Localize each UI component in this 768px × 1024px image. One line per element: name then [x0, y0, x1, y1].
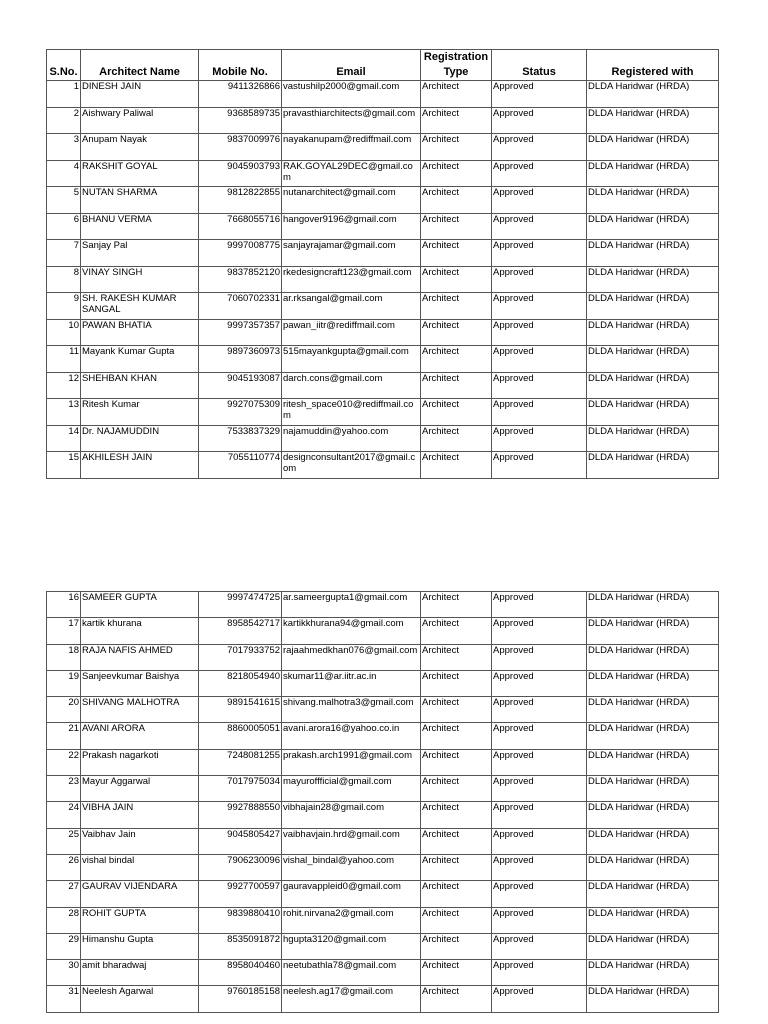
- cell-sno: 28: [47, 907, 81, 933]
- cell-mobile: 8958542717: [199, 618, 282, 644]
- cell-registered-with: DLDA Haridwar (HRDA): [587, 213, 719, 240]
- cell-email: vibhajain28@gmail.com: [282, 802, 421, 828]
- cell-sno: 14: [47, 425, 81, 452]
- header-architect-name: Architect Name: [81, 50, 199, 81]
- cell-registered-with: DLDA Haridwar (HRDA): [587, 749, 719, 775]
- cell-sno: 12: [47, 372, 81, 399]
- cell-registration-type: Architect: [421, 723, 492, 749]
- cell-email: prakash.arch1991@gmail.com: [282, 749, 421, 775]
- cell-registration-type: Architect: [421, 346, 492, 373]
- table-row: [47, 749, 719, 775]
- cell-architect-name: Vaibhav Jain: [81, 828, 199, 854]
- cell-registration-type: Architect: [421, 670, 492, 696]
- cell-email: pravasthiarchitects@gmail.com: [282, 107, 421, 134]
- cell-architect-name: Aishwary Paliwal: [81, 107, 199, 134]
- cell-registered-with: DLDA Haridwar (HRDA): [587, 697, 719, 723]
- cell-registered-with: DLDA Haridwar (HRDA): [587, 452, 719, 479]
- cell-status: Approved: [492, 107, 587, 134]
- cell-status: Approved: [492, 372, 587, 399]
- cell-status: Approved: [492, 933, 587, 959]
- cell-email: kartikkhurana94@gmail.com: [282, 618, 421, 644]
- cell-status: Approved: [492, 960, 587, 986]
- cell-architect-name: Anupam Nayak: [81, 134, 199, 161]
- cell-status: Approved: [492, 618, 587, 644]
- cell-mobile: 8535091872: [199, 933, 282, 959]
- cell-architect-name: AVANI ARORA: [81, 723, 199, 749]
- cell-registered-with: DLDA Haridwar (HRDA): [587, 266, 719, 293]
- cell-registered-with: DLDA Haridwar (HRDA): [587, 187, 719, 214]
- header-registration-type-line1: Registration: [423, 51, 489, 63]
- cell-sno: 6: [47, 213, 81, 240]
- cell-status: Approved: [492, 293, 587, 320]
- cell-status: Approved: [492, 776, 587, 802]
- table-row: [47, 187, 719, 214]
- table-row: [47, 670, 719, 696]
- table-row: [47, 134, 719, 161]
- cell-mobile: 9997357357: [199, 319, 282, 346]
- cell-architect-name: Mayank Kumar Gupta: [81, 346, 199, 373]
- cell-registered-with: DLDA Haridwar (HRDA): [587, 854, 719, 880]
- cell-sno: 15: [47, 452, 81, 479]
- cell-mobile: 9760185158: [199, 986, 282, 1012]
- table-row: [47, 107, 719, 134]
- table-row: [47, 399, 719, 426]
- table-row: [47, 346, 719, 373]
- cell-email: neetubathla78@gmail.com: [282, 960, 421, 986]
- cell-email: darch.cons@gmail.com: [282, 372, 421, 399]
- cell-registered-with: DLDA Haridwar (HRDA): [587, 425, 719, 452]
- table-row: [47, 425, 719, 452]
- cell-mobile: 9927075309: [199, 399, 282, 426]
- cell-email: vastushilp2000@gmail.com: [282, 81, 421, 108]
- table-row: [47, 723, 719, 749]
- cell-sno: 18: [47, 644, 81, 670]
- cell-status: Approved: [492, 592, 587, 618]
- cell-sno: 5: [47, 187, 81, 214]
- cell-registration-type: Architect: [421, 213, 492, 240]
- cell-sno: 22: [47, 749, 81, 775]
- table-row: [47, 452, 719, 479]
- cell-email: rajaahmedkhan076@gmail.com: [282, 644, 421, 670]
- cell-status: Approved: [492, 213, 587, 240]
- cell-registered-with: DLDA Haridwar (HRDA): [587, 346, 719, 373]
- cell-email: ar.rksangal@gmail.com: [282, 293, 421, 320]
- cell-status: Approved: [492, 828, 587, 854]
- cell-registered-with: DLDA Haridwar (HRDA): [587, 802, 719, 828]
- table-row: [47, 933, 719, 959]
- cell-architect-name: SHIVANG MALHOTRA: [81, 697, 199, 723]
- cell-registered-with: DLDA Haridwar (HRDA): [587, 776, 719, 802]
- cell-registration-type: Architect: [421, 776, 492, 802]
- cell-architect-name: VINAY SINGH: [81, 266, 199, 293]
- cell-registration-type: Architect: [421, 854, 492, 880]
- cell-mobile: 9927888550: [199, 802, 282, 828]
- cell-mobile: 9897360973: [199, 346, 282, 373]
- cell-registration-type: Architect: [421, 644, 492, 670]
- cell-registered-with: DLDA Haridwar (HRDA): [587, 160, 719, 187]
- cell-sno: 9: [47, 293, 81, 320]
- cell-mobile: 9997474725: [199, 592, 282, 618]
- cell-email: rkedesigncraft123@gmail.com: [282, 266, 421, 293]
- cell-architect-name: Ritesh Kumar: [81, 399, 199, 426]
- cell-status: Approved: [492, 266, 587, 293]
- cell-status: Approved: [492, 425, 587, 452]
- cell-status: Approved: [492, 697, 587, 723]
- cell-registration-type: Architect: [421, 293, 492, 320]
- cell-email: ar.sameergupta1@gmail.com: [282, 592, 421, 618]
- cell-email: mayuroffficial@gmail.com: [282, 776, 421, 802]
- cell-status: Approved: [492, 723, 587, 749]
- cell-email: nayakanupam@rediffmail.com: [282, 134, 421, 161]
- table-row: [47, 213, 719, 240]
- cell-registered-with: DLDA Haridwar (HRDA): [587, 933, 719, 959]
- cell-architect-name: Himanshu Gupta: [81, 933, 199, 959]
- cell-registration-type: Architect: [421, 425, 492, 452]
- cell-architect-name: SAMEER GUPTA: [81, 592, 199, 618]
- cell-status: Approved: [492, 240, 587, 267]
- cell-status: Approved: [492, 986, 587, 1012]
- cell-mobile: 8218054940: [199, 670, 282, 696]
- cell-status: Approved: [492, 399, 587, 426]
- cell-registration-type: Architect: [421, 134, 492, 161]
- table-row: [47, 907, 719, 933]
- cell-sno: 11: [47, 346, 81, 373]
- header-email: Email: [282, 50, 421, 81]
- cell-mobile: 9891541615: [199, 697, 282, 723]
- cell-registration-type: Architect: [421, 240, 492, 267]
- cell-mobile: 9927700597: [199, 881, 282, 907]
- cell-architect-name: Dr. NAJAMUDDIN: [81, 425, 199, 452]
- cell-registration-type: Architect: [421, 266, 492, 293]
- cell-email: pawan_iitr@rediffmail.com: [282, 319, 421, 346]
- cell-registered-with: DLDA Haridwar (HRDA): [587, 670, 719, 696]
- cell-email: neelesh.ag17@gmail.com: [282, 986, 421, 1012]
- cell-status: Approved: [492, 644, 587, 670]
- cell-registered-with: DLDA Haridwar (HRDA): [587, 81, 719, 108]
- cell-registered-with: DLDA Haridwar (HRDA): [587, 293, 719, 320]
- cell-sno: 25: [47, 828, 81, 854]
- cell-registered-with: DLDA Haridwar (HRDA): [587, 907, 719, 933]
- table-row: [47, 266, 719, 293]
- cell-mobile: 8958040460: [199, 960, 282, 986]
- cell-architect-name: GAURAV VIJENDARA: [81, 881, 199, 907]
- cell-email: 515mayankgupta@gmail.com: [282, 346, 421, 373]
- cell-registered-with: DLDA Haridwar (HRDA): [587, 828, 719, 854]
- cell-mobile: 7248081255: [199, 749, 282, 775]
- cell-sno: 13: [47, 399, 81, 426]
- cell-mobile: 7017933752: [199, 644, 282, 670]
- cell-architect-name: BHANU VERMA: [81, 213, 199, 240]
- cell-status: Approved: [492, 134, 587, 161]
- cell-sno: 8: [47, 266, 81, 293]
- table-row: [47, 854, 719, 880]
- cell-architect-name: Neelesh Agarwal: [81, 986, 199, 1012]
- cell-email: gauravappleid0@gmail.com: [282, 881, 421, 907]
- cell-mobile: 9411326866: [199, 81, 282, 108]
- header-mobile: Mobile No.: [199, 50, 282, 81]
- cell-email: vaibhavjain.hrd@gmail.com: [282, 828, 421, 854]
- cell-architect-name: kartik khurana: [81, 618, 199, 644]
- cell-registered-with: DLDA Haridwar (HRDA): [587, 134, 719, 161]
- cell-email: designconsultant2017@gmail.com: [282, 452, 421, 479]
- cell-registration-type: Architect: [421, 399, 492, 426]
- cell-sno: 3: [47, 134, 81, 161]
- cell-status: Approved: [492, 81, 587, 108]
- cell-architect-name: vishal bindal: [81, 854, 199, 880]
- table-row: [47, 372, 719, 399]
- cell-mobile: 7668055716: [199, 213, 282, 240]
- cell-status: Approved: [492, 319, 587, 346]
- cell-mobile: 7055110774: [199, 452, 282, 479]
- cell-email: hangover9196@gmail.com: [282, 213, 421, 240]
- cell-status: Approved: [492, 160, 587, 187]
- cell-mobile: 9812822855: [199, 187, 282, 214]
- cell-registered-with: DLDA Haridwar (HRDA): [587, 618, 719, 644]
- cell-mobile: 8860005051: [199, 723, 282, 749]
- cell-registration-type: Architect: [421, 986, 492, 1012]
- cell-sno: 29: [47, 933, 81, 959]
- table-row: [47, 160, 719, 187]
- cell-sno: 17: [47, 618, 81, 644]
- cell-sno: 1: [47, 81, 81, 108]
- cell-architect-name: ROHIT GUPTA: [81, 907, 199, 933]
- cell-architect-name: Sanjeevkumar Baishya: [81, 670, 199, 696]
- cell-sno: 16: [47, 592, 81, 618]
- cell-mobile: 9837852120: [199, 266, 282, 293]
- cell-status: Approved: [492, 854, 587, 880]
- cell-email: vishal_bindal@yahoo.com: [282, 854, 421, 880]
- cell-registered-with: DLDA Haridwar (HRDA): [587, 644, 719, 670]
- cell-registered-with: DLDA Haridwar (HRDA): [587, 399, 719, 426]
- cell-architect-name: amit bharadwaj: [81, 960, 199, 986]
- cell-mobile: 9045903793: [199, 160, 282, 187]
- cell-mobile: 7060702331: [199, 293, 282, 320]
- table-row: [47, 240, 719, 267]
- table-row: [47, 802, 719, 828]
- cell-registration-type: Architect: [421, 749, 492, 775]
- cell-status: Approved: [492, 802, 587, 828]
- table-row: [47, 697, 719, 723]
- cell-registered-with: DLDA Haridwar (HRDA): [587, 372, 719, 399]
- cell-email: sanjayrajamar@gmail.com: [282, 240, 421, 267]
- cell-architect-name: RAJA NAFIS AHMED: [81, 644, 199, 670]
- cell-sno: 19: [47, 670, 81, 696]
- table-row: [47, 960, 719, 986]
- cell-status: Approved: [492, 187, 587, 214]
- header-status: Status: [492, 50, 587, 81]
- cell-architect-name: NUTAN SHARMA: [81, 187, 199, 214]
- cell-registered-with: DLDA Haridwar (HRDA): [587, 723, 719, 749]
- cell-mobile: 9045805427: [199, 828, 282, 854]
- cell-sno: 21: [47, 723, 81, 749]
- cell-registration-type: Architect: [421, 107, 492, 134]
- header-registration-type: [421, 50, 492, 81]
- cell-sno: 10: [47, 319, 81, 346]
- cell-registered-with: DLDA Haridwar (HRDA): [587, 960, 719, 986]
- cell-architect-name: DINESH JAIN: [81, 81, 199, 108]
- cell-email: skumar11@ar.iitr.ac.in: [282, 670, 421, 696]
- cell-registration-type: Architect: [421, 960, 492, 986]
- cell-status: Approved: [492, 452, 587, 479]
- cell-email: rohit.nirvana2@gmail.com: [282, 907, 421, 933]
- cell-sno: 30: [47, 960, 81, 986]
- header-registration-type-line2: Type: [443, 66, 469, 78]
- cell-sno: 7: [47, 240, 81, 267]
- cell-architect-name: PAWAN BHATIA: [81, 319, 199, 346]
- cell-email: najamuddin@yahoo.com: [282, 425, 421, 452]
- cell-registration-type: Architect: [421, 907, 492, 933]
- table-row: [47, 776, 719, 802]
- table-row: [47, 319, 719, 346]
- cell-email: ritesh_space010@rediffmail.com: [282, 399, 421, 426]
- cell-mobile: 9837009976: [199, 134, 282, 161]
- cell-architect-name: Sanjay Pal: [81, 240, 199, 267]
- cell-status: Approved: [492, 670, 587, 696]
- cell-registration-type: Architect: [421, 618, 492, 644]
- cell-email: nutanarchitect@gmail.com: [282, 187, 421, 214]
- header-sno: S.No.: [47, 50, 81, 81]
- cell-architect-name: SH. RAKESH KUMAR SANGAL: [81, 293, 199, 320]
- cell-registration-type: Architect: [421, 452, 492, 479]
- cell-mobile: 9997008775: [199, 240, 282, 267]
- cell-status: Approved: [492, 881, 587, 907]
- architect-table-part-2: [46, 591, 719, 1013]
- cell-mobile: 9368589735: [199, 107, 282, 134]
- cell-email: hgupta3120@gmail.com: [282, 933, 421, 959]
- cell-registration-type: Architect: [421, 160, 492, 187]
- cell-registered-with: DLDA Haridwar (HRDA): [587, 319, 719, 346]
- cell-registration-type: Architect: [421, 828, 492, 854]
- cell-registration-type: Architect: [421, 81, 492, 108]
- table-row: [47, 293, 719, 320]
- cell-registration-type: Architect: [421, 372, 492, 399]
- cell-mobile: 9045193087: [199, 372, 282, 399]
- cell-sno: 31: [47, 986, 81, 1012]
- cell-architect-name: AKHILESH JAIN: [81, 452, 199, 479]
- cell-mobile: 7017975034: [199, 776, 282, 802]
- cell-registration-type: Architect: [421, 319, 492, 346]
- table-row: [47, 986, 719, 1012]
- cell-registration-type: Architect: [421, 592, 492, 618]
- table-row: [47, 592, 719, 618]
- cell-registered-with: DLDA Haridwar (HRDA): [587, 986, 719, 1012]
- cell-email: RAK.GOYAL29DEC@gmail.com: [282, 160, 421, 187]
- table-row: [47, 618, 719, 644]
- table-row: [47, 644, 719, 670]
- cell-registration-type: Architect: [421, 802, 492, 828]
- cell-architect-name: SHEHBAN KHAN: [81, 372, 199, 399]
- cell-status: Approved: [492, 346, 587, 373]
- cell-registered-with: DLDA Haridwar (HRDA): [587, 592, 719, 618]
- cell-mobile: 9839880410: [199, 907, 282, 933]
- cell-mobile: 7533837329: [199, 425, 282, 452]
- cell-registered-with: DLDA Haridwar (HRDA): [587, 107, 719, 134]
- cell-architect-name: RAKSHIT GOYAL: [81, 160, 199, 187]
- cell-sno: 24: [47, 802, 81, 828]
- architect-table-part-1: [46, 49, 719, 479]
- cell-email: avani.arora16@yahoo.co.in: [282, 723, 421, 749]
- cell-registration-type: Architect: [421, 697, 492, 723]
- cell-registration-type: Architect: [421, 187, 492, 214]
- cell-sno: 20: [47, 697, 81, 723]
- cell-architect-name: VIBHA JAIN: [81, 802, 199, 828]
- cell-registration-type: Architect: [421, 881, 492, 907]
- cell-registration-type: Architect: [421, 933, 492, 959]
- table-row: [47, 881, 719, 907]
- cell-architect-name: Mayur Aggarwal: [81, 776, 199, 802]
- cell-email: shivang.malhotra3@gmail.com: [282, 697, 421, 723]
- cell-status: Approved: [492, 907, 587, 933]
- cell-architect-name: Prakash nagarkoti: [81, 749, 199, 775]
- table-row: [47, 81, 719, 108]
- cell-sno: 27: [47, 881, 81, 907]
- cell-sno: 2: [47, 107, 81, 134]
- table-header: [47, 50, 719, 81]
- cell-sno: 26: [47, 854, 81, 880]
- cell-mobile: 7906230096: [199, 854, 282, 880]
- table-row: [47, 828, 719, 854]
- header-registered-with: Registered with: [587, 50, 719, 81]
- cell-sno: 23: [47, 776, 81, 802]
- cell-registered-with: DLDA Haridwar (HRDA): [587, 881, 719, 907]
- cell-sno: 4: [47, 160, 81, 187]
- cell-registered-with: DLDA Haridwar (HRDA): [587, 240, 719, 267]
- cell-status: Approved: [492, 749, 587, 775]
